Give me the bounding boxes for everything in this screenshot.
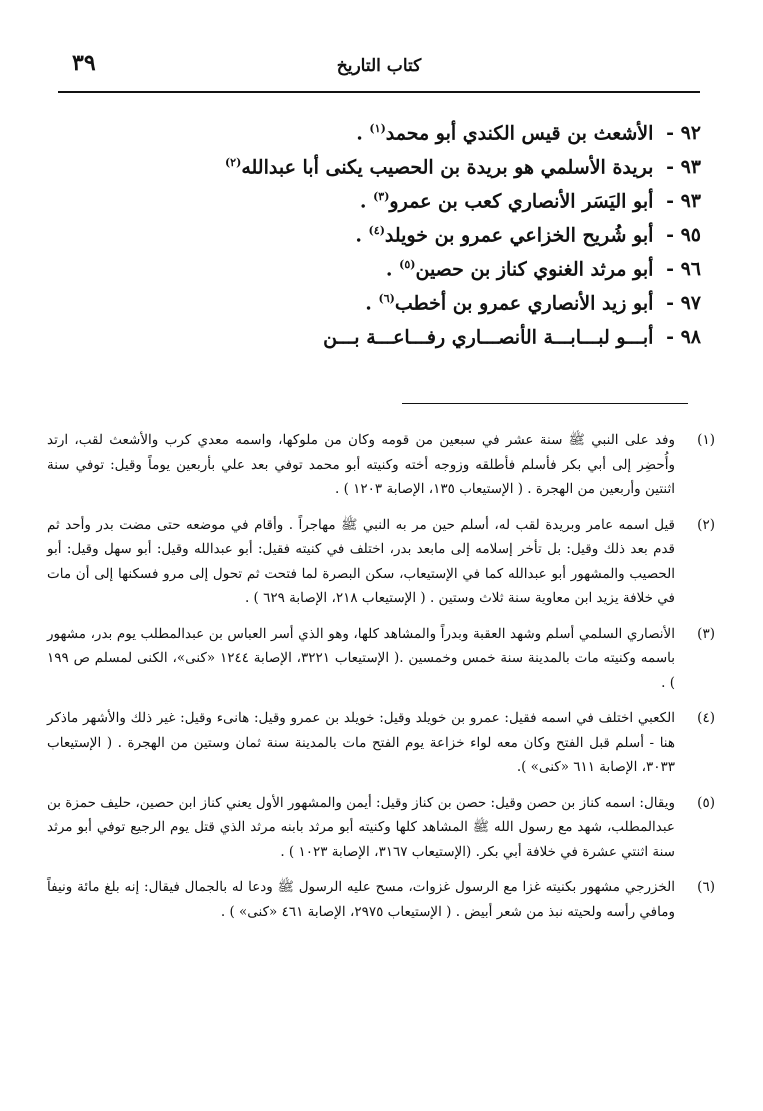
- footnote-list: [47, 428, 715, 935]
- footnote-number: (١): [697, 432, 715, 448]
- footnote: [47, 513, 715, 611]
- list-item: ٩٣ - أبو اليَسَر الأنصاري كعب بن عمرو$^{(٣)}$ .: [359, 190, 701, 213]
- list-item: ٩٥ - أبو شُريح الخزاعي عمرو بن خويلد$^{(٤)}$ .: [355, 224, 701, 247]
- footnote-number: (٣): [697, 625, 715, 642]
- book-title: كتاب التاريخ: [336, 56, 422, 76]
- footnote-text: وفد على النبي ﷺ سنة عشر في سبعين من قومه وكان من ملوكها، واسمه معدي كرب والأشعث لقب، ارتد وأُحضِر إلى أبي بكر فأسلم فأطلقه وزوجه أخته وكنيته أبو محمد توفي بعد علي بأربعين يوماً وقيل: توفي سنة اثنتين وأربعين من الهجرة . ( الإستيعاب ١٣٥، الإصابة ١٢٠٣ ) .: [47, 432, 675, 497]
- footnote-text: الكعبي اختلف في اسمه فقيل: عمرو بن خويلد وقيل: خويلد بن عمرو وقيل: هانىء وقيل: غير ذلك والأشهر ماذكر هنا - أسلم قبل الفتح وكان معه لواء خزاعة يوم الفتح مات بالمدينة سنة ثمان وستين من الهجرة . ( الإستيعاب ٣٠٣٣، الإصابة ٦١١ «كنى» ).: [47, 710, 675, 775]
- footnote-ref: (٤): [368, 224, 385, 237]
- list-item: ٩٨ - أبـــو لبـــابـــة الأنصـــاري رفـــاعـــة بـــن: [323, 326, 701, 349]
- footnote-number: (٢): [697, 516, 715, 533]
- footnote: [47, 622, 715, 696]
- footnote-number: (٥): [697, 794, 715, 811]
- page-number: ٣٩: [72, 50, 96, 76]
- entry-list: [61, 112, 701, 350]
- footnote-ref: (٥): [399, 258, 416, 271]
- list-item: ٩٧ - أبو زيد الأنصاري عمرو بن أخطب$^{(٦)}$ .: [365, 292, 701, 315]
- list-item: ٩٢ - الأشعث بن قيس الكندي أبو محمد$^{(١)}$ .: [356, 122, 701, 145]
- footnote-divider: [402, 403, 688, 404]
- footnote: [47, 791, 715, 865]
- footnote-text: الخزرجي مشهور بكنيته غزا مع الرسول غزوات، مسح عليه الرسول ﷺ ودعا له بالجمال فيقال: إنه بلغ مائة ونيفاً ومافي رأسه ولحيته نبذ من شعر أبيض . ( الإستيعاب ٢٩٧٥، الإصابة ٤٦١ «كنى» ) .: [47, 879, 675, 920]
- footnote: [47, 706, 715, 780]
- footnote: [47, 428, 715, 502]
- footnote-ref: (٣): [373, 190, 390, 203]
- footnote-number: (٦): [697, 879, 715, 895]
- footnote-text: قيل اسمه عامر وبريدة لقب له، أسلم حين مر به النبي ﷺ مهاجراً . وأقام في موضعه حتى مضت بدر وأحد ثم قدم بعد ذلك وقيل: بل تأخر إسلامه إلى مابعد بدر، اختلف في كنيته فقيل: أبو عبدالله وقيل: أبو سهل وقيل: أبو الحصيب والمشهور أبو عبدالله كما في الإستيعاب، سكن البصرة لما فتحت ثم تحول إلى مرو فسكنها إلى أن مات في خلافة يزيد ابن معاوية سنة ثلاث وستين . ( الإستيعاب ٢١٨، الإصابة ٦٢٩ ) .: [47, 516, 675, 606]
- list-item: ٩٣ - بريدة الأسلمي هو بريدة بن الحصيب يكنى أبا عبدالله$^{(٢)}$: [224, 156, 701, 179]
- footnote-ref: (٦): [378, 292, 395, 305]
- footnote: [47, 875, 715, 924]
- footnote-text: الأنصاري السلمي أسلم وشهد العقبة وبدراً والمشاهد كلها، وهو الذي أسر العباس بن عبدالمطلب يوم بدر، مشهور باسمه وكنيته مات بالمدينة سنة خمس وخمسين .( الإستيعاب ٣٢٢١، الإصابة ١٢٤٤ «كنى»، الكنى لمسلم ص ١٩٩ ) .: [47, 625, 675, 691]
- footnote-text: ويقال: اسمه كناز بن حصن وقيل: حصن بن كناز وقيل: أيمن والمشهور الأول يعني كناز ابن حصين، حليف حمزة بن عبدالمطلب، شهد مع رسول الله ﷺ المشاهد كلها وكنيته أبو مرثد بابنه مرثد الذي قتل يوم الرجيع توفي أبو مرثد سنة اثنتي عشرة في خلافة أبي بكر. (الإستيعاب ٣١٦٧، الإصابة ١٠٢٣ ) .: [46, 794, 675, 860]
- footnote-ref: (١): [369, 122, 386, 135]
- footnote-number: (٤): [697, 710, 715, 726]
- running-header: [58, 50, 700, 92]
- footnote-ref: (٢): [224, 156, 242, 169]
- list-item: ٩٦ - أبو مرثد الغنوي كناز بن حصين$^{(٥)}$ .: [385, 258, 701, 281]
- header-divider: [58, 91, 700, 93]
